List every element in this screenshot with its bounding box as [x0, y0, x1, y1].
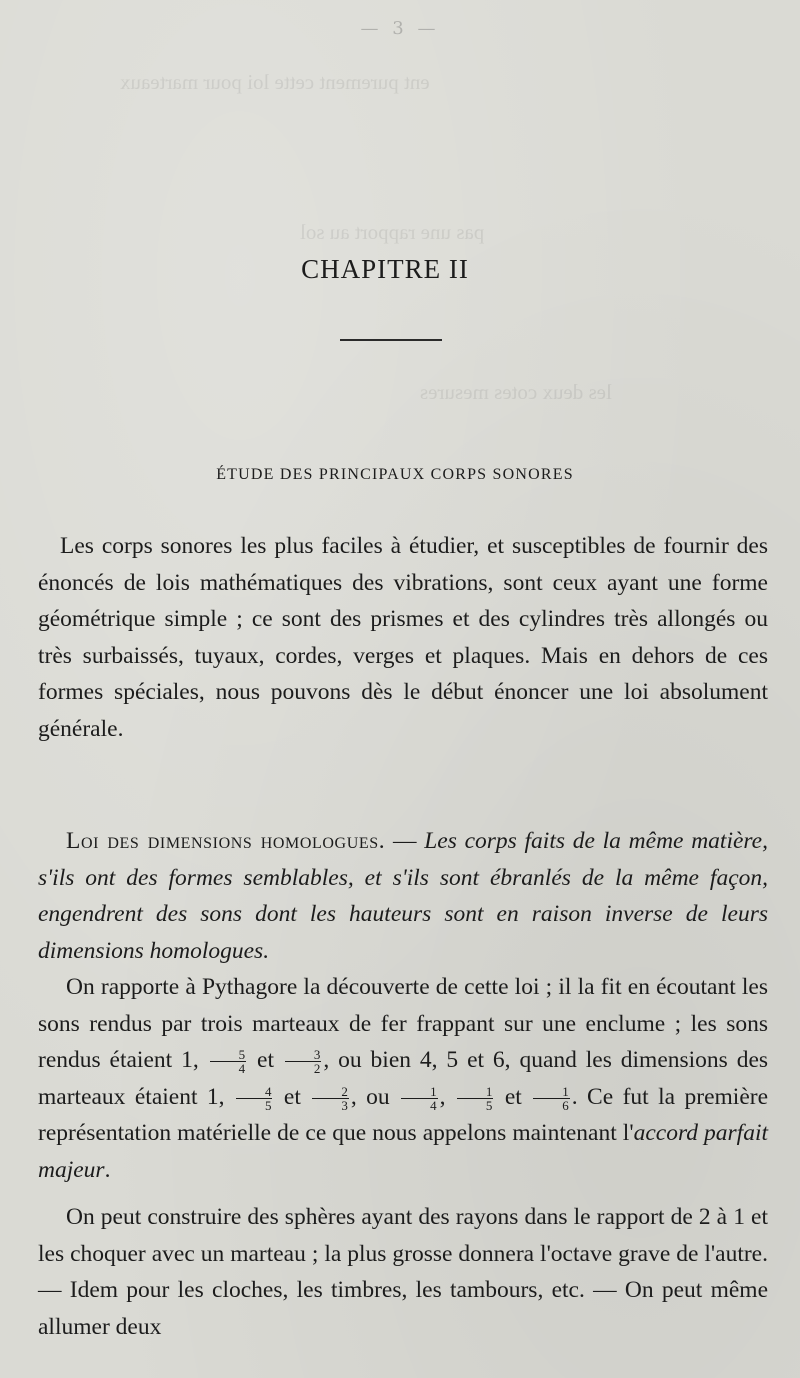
fraction-denominator: 6: [562, 1097, 569, 1113]
fraction-numerator: 1: [457, 1085, 494, 1099]
fraction: [210, 1048, 247, 1075]
fraction: [457, 1085, 494, 1112]
fraction-numerator: 1: [533, 1085, 570, 1099]
fraction: [312, 1085, 349, 1112]
chapter-title: CHAPITRE II: [301, 254, 469, 284]
fraction-denominator: 4: [238, 1061, 246, 1077]
fraction: [236, 1085, 273, 1112]
text-run: .: [104, 1156, 111, 1183]
bleed-through-text: pas une rapport au sol: [300, 220, 485, 244]
fraction: [285, 1048, 322, 1075]
fraction-denominator: 5: [264, 1097, 272, 1113]
text-run: On rapporte à Pythagore la découverte de cette loi ; il la fit en écoutant les sons rendus par trois marteaux de fer frappant sur une enclume ; les sons rendus étaient 1,: [38, 974, 768, 1073]
page-number: — 3 —: [360, 18, 440, 39]
text-run: et: [504, 1083, 522, 1110]
fraction-denominator: 4: [430, 1097, 437, 1113]
paragraph-intro: Les corps sonores les plus faciles à étudier, et susceptibles de fournir des énoncés de lois mathématiques des vibrations, sont ceux ayant une forme géométrique simple ; ce sont des prismes et des cylindres très allongés ou très surbaissés, tuyaux, cordes, verges et plaques. Mais en dehors de ces formes spéciales, nous pouvons dès le début énoncer une loi absolument générale.: [38, 533, 768, 742]
law-title: Loi des dimensions homologues.: [66, 828, 386, 854]
fraction-numerator: 1: [401, 1085, 438, 1099]
fraction: [533, 1085, 570, 1112]
fraction-numerator: 5: [210, 1048, 247, 1062]
text-run: . Ce fut la première représentation matérielle de ce que nous appelons maintenant l': [38, 1083, 769, 1146]
text-run: et: [257, 1047, 274, 1073]
fraction: [401, 1085, 438, 1112]
fraction-numerator: 3: [285, 1048, 322, 1062]
text-run: ,: [439, 1083, 446, 1110]
bleed-through-text: les deux cotes mesures: [420, 380, 612, 404]
paragraph-law: [38, 823, 768, 969]
title-divider: [340, 339, 442, 341]
text-run: , ou bien 4, 5 et 6, quand les dimensions des marteaux étaient 1,: [38, 1047, 769, 1110]
law-dash: —: [385, 828, 425, 854]
fraction-denominator: 5: [485, 1097, 493, 1113]
bleed-through-text: ent purement cette loi pour marteaux: [120, 70, 430, 94]
fraction-numerator: 2: [312, 1085, 349, 1099]
law-statement: Les corps faits de la même matière, s'ils ont des formes semblables, et s'ils sont ébranlés de la même façon, engendrent des sons dont les hauteurs sont en raison inverse de leurs dimensions homologues.: [38, 828, 768, 964]
fraction-denominator: 2: [313, 1061, 321, 1077]
text-run: , ou: [350, 1083, 390, 1110]
text-run: et: [283, 1083, 301, 1110]
fraction-denominator: 3: [341, 1097, 348, 1113]
italic-term: accord parfait majeur: [38, 1120, 769, 1183]
paragraph-spheres: On peut construire des sphères ayant des rayons dans le rapport de 2 à 1 et les choquer avec un marteau ; la plus grosse donnera l'octave grave de l'autre. — Idem pour les cloches, les timbres, les tambours, etc. — On peut même allumer deux: [38, 1204, 768, 1340]
section-heading: ÉTUDE DES PRINCIPAUX CORPS SONORES: [216, 466, 574, 483]
fraction-numerator: 4: [236, 1085, 273, 1099]
paragraph-pythagoras: [38, 969, 768, 1188]
